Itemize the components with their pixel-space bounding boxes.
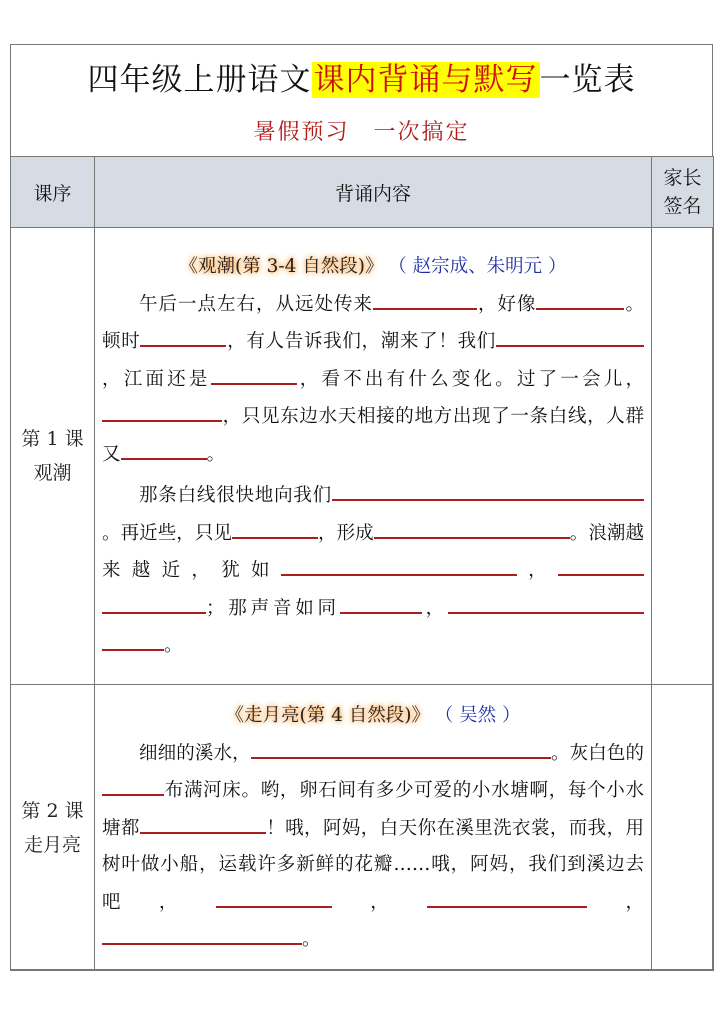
- text-segment: 。再近些，只见: [102, 522, 232, 544]
- worksheet: [10, 44, 713, 970]
- fill-blank[interactable]: [536, 286, 624, 310]
- fill-blank[interactable]: [373, 286, 477, 310]
- passage-paragraph: [102, 286, 644, 474]
- page-subtitle: [11, 117, 712, 149]
- fill-blank[interactable]: [102, 590, 206, 614]
- fill-blank[interactable]: [102, 398, 222, 422]
- text-segment: ，: [587, 891, 644, 913]
- passage-title: 《走月亮(第 4 自然段)》: [225, 705, 430, 727]
- content-cell: [95, 228, 652, 685]
- page-title: [11, 59, 712, 101]
- fill-blank[interactable]: [102, 772, 164, 796]
- text-segment: ，好像: [476, 293, 537, 315]
- passage-heading: [102, 698, 644, 735]
- subtitle-part2: 一次搞定: [373, 120, 470, 145]
- text-segment: ，有人告诉我们，潮来了！我们: [226, 331, 496, 353]
- text-segment: ，: [331, 891, 428, 913]
- title-highlight: 课内背诵与默写: [313, 62, 538, 98]
- fill-blank[interactable]: [558, 552, 644, 576]
- text-segment: ，: [516, 560, 558, 582]
- table-row: [11, 685, 714, 971]
- parent-signature-cell[interactable]: [652, 228, 714, 685]
- header-sign: [652, 157, 714, 228]
- fill-blank[interactable]: [140, 810, 266, 834]
- text-segment: 。: [206, 443, 226, 465]
- lesson-cell: [11, 228, 95, 685]
- fill-blank[interactable]: [211, 361, 297, 385]
- header-sign-line2: 签名: [663, 195, 702, 217]
- fill-blank[interactable]: [496, 323, 560, 347]
- passage-paragraph: [102, 477, 644, 665]
- text-segment: ，只见东边水天相接的地方出现了一条白线，人群又: [102, 406, 644, 465]
- text-segment: ；那声音如同: [206, 597, 340, 619]
- header-sign-line1: 家长: [663, 167, 702, 189]
- lesson-number: 第 1 课: [21, 428, 84, 450]
- passage-author: （ 吴然 ）: [443, 705, 521, 727]
- text-segment: ，: [421, 597, 448, 619]
- fill-blank[interactable]: [281, 552, 517, 576]
- fill-blank[interactable]: [332, 477, 602, 501]
- lesson-name: 走月亮: [23, 833, 81, 856]
- passage-heading: [102, 249, 644, 286]
- text-segment: 午后一点左右，从远处传来: [139, 293, 373, 315]
- text-segment: ！哦，阿妈，白天你在溪里洗衣裳，而我，用树叶做小船，运载许多新鲜的花瓣……哦，阿妈，我们到溪边去吧，: [102, 817, 644, 913]
- lesson-cell: [11, 685, 95, 971]
- title-prefix: 四年级上册语文: [87, 62, 312, 98]
- recitation-table: [10, 156, 714, 971]
- text-segment: 。浪潮越来越近，犹如: [102, 522, 644, 582]
- content-cell: [95, 685, 652, 971]
- fill-blank[interactable]: [427, 884, 567, 908]
- passage-title: 《观潮(第 3-4 自然段)》: [179, 256, 384, 278]
- passage-author: （ 赵宗成、朱明元 ）: [397, 256, 567, 278]
- parent-signature-cell[interactable]: [652, 685, 714, 971]
- header-lesson: 课序: [11, 157, 95, 228]
- lesson-number: 第 2 课: [21, 799, 84, 822]
- fill-blank[interactable]: [340, 590, 422, 614]
- text-segment: 。: [164, 635, 183, 657]
- subtitle-part1: 暑假预习: [253, 120, 350, 145]
- fill-blank[interactable]: [102, 627, 164, 651]
- fill-blank[interactable]: [602, 477, 644, 501]
- fill-blank[interactable]: [251, 735, 551, 759]
- text-segment: 细细的溪水，: [139, 742, 251, 764]
- passage-paragraph: [102, 735, 644, 959]
- title-area: [11, 45, 712, 157]
- fill-blank[interactable]: [448, 590, 644, 614]
- header-content: 背诵内容: [95, 157, 652, 228]
- fill-blank[interactable]: [102, 921, 302, 945]
- text-segment: ，形成: [317, 522, 374, 544]
- text-segment: 那条白线很快地向我们: [139, 485, 332, 507]
- text-segment: 。顿时: [102, 293, 644, 353]
- text-segment: ，看不出有什么变化。过了一会儿，: [296, 368, 644, 390]
- fill-blank[interactable]: [216, 884, 332, 908]
- lesson-name: 观潮: [33, 462, 72, 484]
- title-suffix: 一览表: [539, 62, 636, 98]
- fill-blank[interactable]: [374, 515, 570, 539]
- fill-blank[interactable]: [140, 323, 226, 347]
- text-segment: 。: [302, 929, 321, 951]
- text-segment: ，江面还是: [102, 368, 211, 390]
- text-segment: 布满河床。哟，卵石间有多少可爱的小水塘啊，每个小水塘都: [102, 780, 644, 839]
- fill-blank[interactable]: [567, 884, 587, 908]
- fill-blank[interactable]: [121, 436, 207, 460]
- table-row: [11, 228, 714, 685]
- fill-blank[interactable]: [232, 515, 318, 539]
- text-segment: 。灰白色的: [550, 742, 644, 764]
- table-header-row: [11, 157, 714, 228]
- fill-blank[interactable]: [560, 323, 644, 347]
